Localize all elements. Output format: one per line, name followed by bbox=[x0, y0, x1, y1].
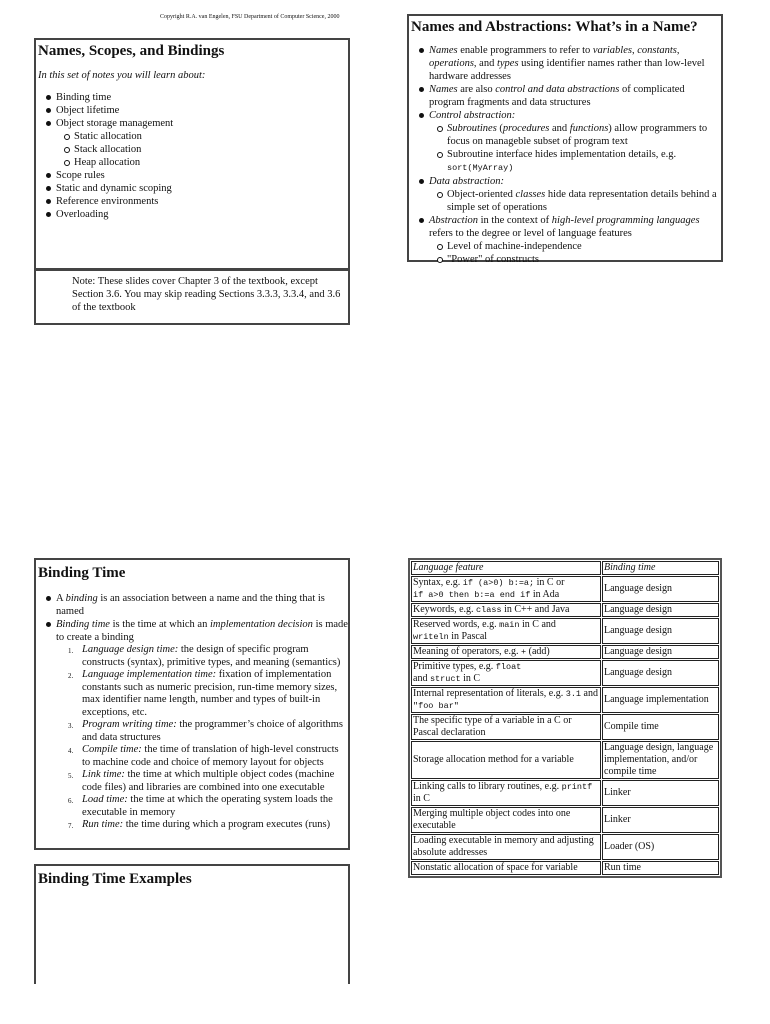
list-item bbox=[56, 744, 348, 769]
table-cell: Language design, language implementation, and/or compile time bbox=[602, 741, 719, 779]
slide-names-and-abstractions bbox=[407, 14, 723, 265]
slide-title: Binding Time bbox=[38, 565, 126, 581]
list-item bbox=[56, 769, 348, 794]
list-item bbox=[56, 669, 348, 719]
item-term: Language implementation time: bbox=[82, 669, 217, 680]
table-row bbox=[411, 645, 719, 659]
item-text: the design of specific program constructs (syntax), primitive types, and meaning (semantics) bbox=[82, 644, 341, 668]
table-cell: Language design bbox=[602, 645, 719, 659]
table-cell: Compile time bbox=[602, 714, 719, 740]
table-cell: Language design bbox=[602, 603, 719, 617]
table-row bbox=[411, 603, 719, 617]
table-cell: Internal representation of literals, e.g. 3.1 and "foo bar" bbox=[411, 687, 601, 713]
list-item: Static and dynamic scoping bbox=[38, 182, 348, 195]
item-text: fixation of implementation constants such as numeric precision, run-time memory sizes, max identifier name length, number and types of built-in exceptions, etc. bbox=[82, 669, 338, 718]
table-cell: Linker bbox=[602, 780, 719, 806]
code-snippet: sort(MyArray) bbox=[447, 163, 514, 173]
list-item: Heap allocation bbox=[56, 156, 348, 169]
table-cell: Meaning of operators, e.g. + (add) bbox=[411, 645, 601, 659]
slide-note: Note: These slides cover Chapter 3 of the textbook, except Section 3.6. You may skip reading Sections 3.3.3, 3.3.4, and 3.6 of the textbook bbox=[34, 269, 350, 325]
item-number: 7. bbox=[68, 822, 74, 830]
column-header-time: Binding time bbox=[602, 561, 719, 575]
table-cell: Linking calls to library routines, e.g. printf in C bbox=[411, 780, 601, 806]
item-term: Link time: bbox=[82, 769, 125, 780]
table-row bbox=[411, 618, 719, 644]
table-row bbox=[411, 780, 719, 806]
list-item: "Power" of constructs bbox=[429, 253, 721, 266]
abstraction-list bbox=[411, 44, 721, 266]
list-item: Names are also control and data abstractions of complicated program fragments and data structures bbox=[411, 83, 721, 109]
item-text: the time at which the operating system loads the executable in memory bbox=[82, 794, 333, 818]
list-item: Level of machine-independence bbox=[429, 240, 721, 253]
table-row bbox=[411, 660, 719, 686]
slide-binding-time bbox=[34, 558, 350, 850]
column-header-feature: Language feature bbox=[411, 561, 601, 575]
table-row bbox=[411, 576, 719, 602]
list-item: A binding is an association between a name and the thing that is named bbox=[38, 592, 348, 618]
table-cell: Keywords, e.g. class in C++ and Java bbox=[411, 603, 601, 617]
list-item: Stack allocation bbox=[56, 143, 348, 156]
item-number: 1. bbox=[68, 647, 74, 655]
item-number: 3. bbox=[68, 722, 74, 730]
list-item: Object lifetime bbox=[38, 104, 348, 117]
binding-list bbox=[38, 592, 348, 832]
list-item: Control abstraction: Subroutines (procedures and functions) allow programmers to focus on manageble subset of program text Subroutine interface hides implementation details, e.g. sort(MyArray) bbox=[411, 109, 721, 175]
item-text: the programmer’s choice of algorithms and data structures bbox=[82, 719, 344, 743]
list-item: Abstraction in the context of high-level programming languages refers to the degree or level of language features Level of machine-independence "Power" of constructs bbox=[411, 214, 721, 266]
table-row bbox=[411, 741, 719, 779]
binding-time-table bbox=[408, 558, 722, 878]
item-term: Load time: bbox=[82, 794, 128, 805]
list-item: Scope rules bbox=[38, 169, 348, 182]
slide-title: Binding Time Examples bbox=[38, 871, 192, 887]
table-cell: Primitive types, e.g. float and struct in C bbox=[411, 660, 601, 686]
table-cell: Linker bbox=[602, 807, 719, 833]
table-row bbox=[411, 687, 719, 713]
sub-list bbox=[429, 240, 721, 266]
list-item: Binding time is the time at which an implementation decision is made to create a binding 1. Language design time: the design of specific program constructs (syntax), primitive types, and meaning (semantics) 2. Language implementation time: fixation of implementation constants such as numeric precision, run-time memory sizes, max identifier name length, number and types of built-in exceptions, etc. 3. Program writing time: the programmer’s choice of algorithms and data structures 4. Compile time: the time of translation of high-level constructs to machine code and choice of memory layout for objects 5. Link time: the time at which multiple object codes (machine code files) and libraries are combined into one executable 6. Load time: the time at which the operating system loads the executable in memory 7. Run time: the time during which a program executes (runs) bbox=[38, 618, 348, 832]
slide-binding-time-examples bbox=[34, 864, 350, 984]
table-cell: Loading executable in memory and adjusting absolute addresses bbox=[411, 834, 601, 860]
list-item bbox=[38, 117, 348, 169]
table-cell: Loader (OS) bbox=[602, 834, 719, 860]
list-item: Binding time bbox=[38, 91, 348, 104]
slide-title: Names and Abstractions: What’s in a Name? bbox=[411, 19, 698, 35]
table-row bbox=[411, 861, 719, 875]
item-text: the time during which a program executes (runs) bbox=[123, 819, 331, 830]
item-number: 6. bbox=[68, 797, 74, 805]
binding-time-list bbox=[56, 644, 348, 832]
list-item: Data abstraction: Object-oriented classes hide data representation details behind a simple set of operations bbox=[411, 175, 721, 214]
list-item bbox=[56, 794, 348, 819]
table-cell: Run time bbox=[602, 861, 719, 875]
item-number: 5. bbox=[68, 772, 74, 780]
slide-title: Names, Scopes, and Bindings bbox=[38, 43, 225, 59]
item-term: Compile time: bbox=[82, 744, 142, 755]
list-item: Object-oriented classes hide data representation details behind a simple set of operations bbox=[429, 188, 721, 214]
list-item bbox=[56, 644, 348, 669]
table-row bbox=[411, 714, 719, 740]
intro-text: In this set of notes you will learn about: bbox=[38, 70, 206, 81]
sub-list bbox=[429, 122, 721, 175]
table-cell: Nonstatic allocation of space for variable bbox=[411, 861, 601, 875]
sub-list bbox=[429, 188, 721, 214]
item-term: Run time: bbox=[82, 819, 124, 830]
list-item bbox=[56, 819, 348, 832]
table-header-row bbox=[411, 561, 719, 575]
sub-list bbox=[56, 130, 348, 169]
table-cell: Language design bbox=[602, 618, 719, 644]
table-cell: Merging multiple object codes into one executable bbox=[411, 807, 601, 833]
item-number: 4. bbox=[68, 747, 74, 755]
list-item: Names enable programmers to refer to variables, constants, operations, and types using identifier names rather than low-level hardware addresses bbox=[411, 44, 721, 83]
item-term: Language design time: bbox=[82, 644, 179, 655]
table-cell: Syntax, e.g. if (a>0) b:=a; in C or if a>0 then b:=a end if in Ada bbox=[411, 576, 601, 602]
list-item: Overloading bbox=[38, 208, 348, 221]
list-item: Static allocation bbox=[56, 130, 348, 143]
copyright-notice: Copyright R.A. van Engelen, FSU Department of Computer Science, 2000 bbox=[160, 14, 340, 20]
list-item: Reference environments bbox=[38, 195, 348, 208]
table-cell: Reserved words, e.g. main in C and writeln in Pascal bbox=[411, 618, 601, 644]
table-cell: Language design bbox=[602, 576, 719, 602]
table-cell: Language design bbox=[602, 660, 719, 686]
list-item bbox=[56, 719, 348, 744]
item-text: the time at which multiple object codes (machine code files) and libraries are combined into one executable bbox=[82, 769, 335, 793]
item-text: the time of translation of high-level constructs to machine code and choice of memory layout for objects bbox=[82, 744, 339, 768]
list-item-label: Object storage management bbox=[56, 118, 174, 129]
table-cell: Storage allocation method for a variable bbox=[411, 741, 601, 779]
list-item: Subroutines (procedures and functions) allow programmers to focus on manageble subset of program text bbox=[429, 122, 721, 148]
table-row bbox=[411, 807, 719, 833]
table-row bbox=[411, 834, 719, 860]
item-number: 2. bbox=[68, 672, 74, 680]
topic-list bbox=[38, 91, 348, 221]
slide-names-scopes-bindings bbox=[34, 38, 350, 270]
list-item: Subroutine interface hides implementation details, e.g. sort(MyArray) bbox=[429, 148, 721, 175]
item-term: Program writing time: bbox=[82, 719, 177, 730]
table-cell: Language implementation bbox=[602, 687, 719, 713]
table-cell: The specific type of a variable in a C or Pascal declaration bbox=[411, 714, 601, 740]
